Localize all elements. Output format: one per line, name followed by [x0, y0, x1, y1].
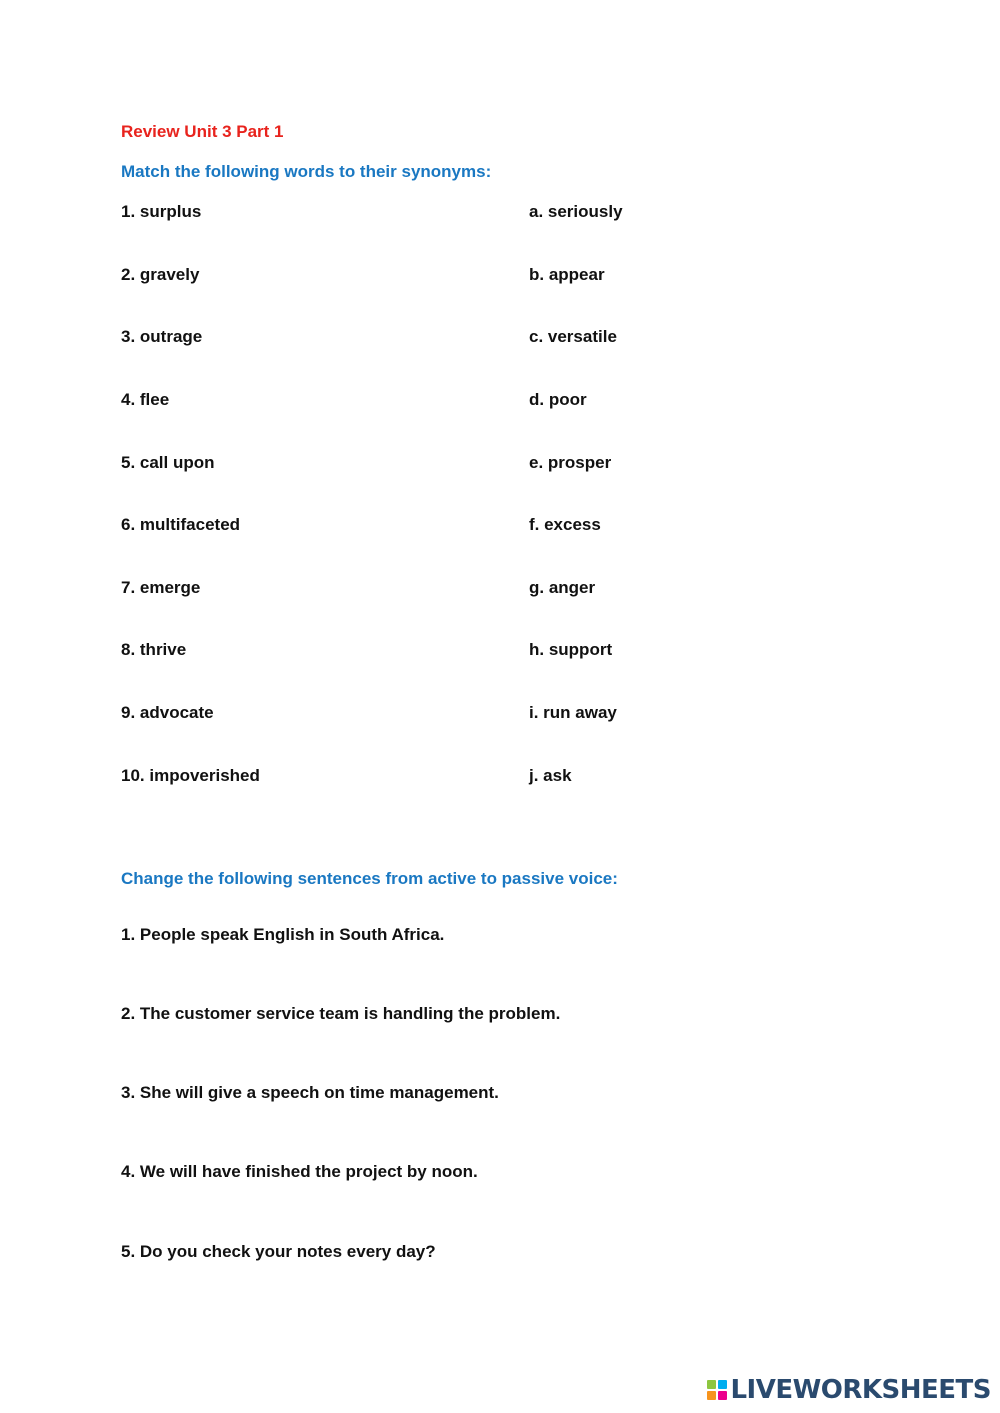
passive-heading: Change the following sentences from active to passive voice: — [121, 869, 618, 888]
match-left-item: 8. thrive — [121, 640, 187, 659]
match-right-item: h. support — [529, 640, 613, 659]
match-right-item: c. versatile — [529, 327, 617, 346]
passive-sentence: 4. We will have finished the project by noon. — [121, 1162, 478, 1181]
match-left-item: 4. flee — [121, 390, 170, 409]
passive-sentence: 5. Do you check your notes every day? — [121, 1242, 436, 1261]
match-left-item: 2. gravely — [121, 265, 200, 284]
match-right-item: j. ask — [529, 766, 572, 785]
match-left-item: 6. multifaceted — [121, 515, 241, 534]
match-left-item: 9. advocate — [121, 703, 214, 722]
liveworksheets-logo-icon — [707, 1380, 727, 1400]
match-left-item: 1. surplus — [121, 202, 202, 221]
match-left-item: 5. call upon — [121, 453, 215, 472]
match-right-item: g. anger — [529, 578, 596, 597]
worksheet-title: Review Unit 3 Part 1 — [121, 122, 284, 141]
match-left-item: 7. emerge — [121, 578, 201, 597]
passive-sentence: 3. She will give a speech on time management. — [121, 1083, 499, 1102]
match-left-item: 3. outrage — [121, 327, 203, 346]
passive-sentence: 2. The customer service team is handling the problem. — [121, 1004, 561, 1023]
passive-sentence: 1. People speak English in South Africa. — [121, 925, 445, 944]
liveworksheets-logo[interactable] — [707, 1375, 991, 1405]
match-right-item: e. prosper — [529, 453, 612, 472]
match-right-item: f. excess — [529, 515, 601, 534]
match-right-item: b. appear — [529, 265, 605, 284]
matching-heading: Match the following words to their synonyms: — [121, 162, 492, 181]
logo-text: LIVEWORKSHEETS — [730, 1375, 991, 1405]
match-left-item: 10. impoverished — [121, 766, 260, 785]
match-right-item: d. poor — [529, 390, 587, 409]
match-right-item: i. run away — [529, 703, 617, 722]
match-right-item: a. seriously — [529, 202, 623, 221]
